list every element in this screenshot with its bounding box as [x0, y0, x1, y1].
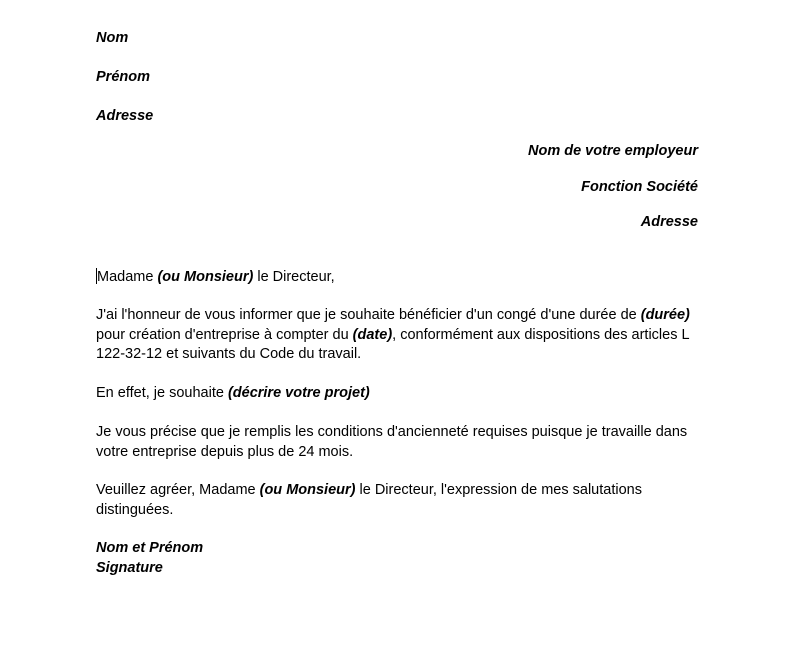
salutation-ou-monsieur: (ou Monsieur): [157, 269, 254, 285]
recipient-employeur: Nom de votre employeur: [527, 143, 698, 159]
p2-text-a: En effet, je souhaite: [96, 385, 228, 401]
p1-duree: (durée): [640, 307, 690, 323]
recipient-adresse: Adresse: [640, 214, 698, 230]
paragraph-salutations: [96, 481, 698, 520]
sender-prenom: Prénom: [96, 69, 150, 85]
p4-ou-monsieur: (ou Monsieur): [259, 482, 356, 498]
p1-date: (date): [352, 326, 393, 343]
sender-adresse: Adresse: [96, 108, 154, 124]
paragraph-anciennete: Je vous précise que je remplis les conditions d'ancienneté requises puisque je travaille dans votre entreprise depuis plus de 24 mois.: [96, 424, 688, 460]
paragraph-conge: [96, 306, 698, 365]
paragraph-projet: [96, 383, 370, 403]
salutation-madame: Madame: [97, 269, 158, 285]
salutation[interactable]: [96, 267, 335, 287]
p1-text-b: pour création d'entreprise à compter du: [96, 326, 353, 343]
letter-page: [96, 0, 698, 671]
sender-nom: Nom: [96, 30, 129, 46]
p4-text-a: Veuillez agréer, Madame: [96, 482, 260, 498]
p4-text-b: le Directeur, l'expression de mes salutations distinguées.: [96, 482, 642, 518]
recipient-fonction: Fonction Société: [581, 179, 698, 195]
closing-signature: Signature: [96, 560, 163, 576]
salutation-le-directeur: le Directeur,: [253, 269, 335, 285]
closing-nom-prenom: Nom et Prénom: [96, 540, 204, 556]
p2-projet: (décrire votre projet): [227, 385, 370, 401]
p1-text-c: , conformément aux dispositions des articles L 122-32-12 et suivants du Code du travail.: [96, 326, 690, 362]
p1-text-a: J'ai l'honneur de vous informer que je souhaite bénéficier d'un congé d'une durée de: [96, 307, 641, 323]
